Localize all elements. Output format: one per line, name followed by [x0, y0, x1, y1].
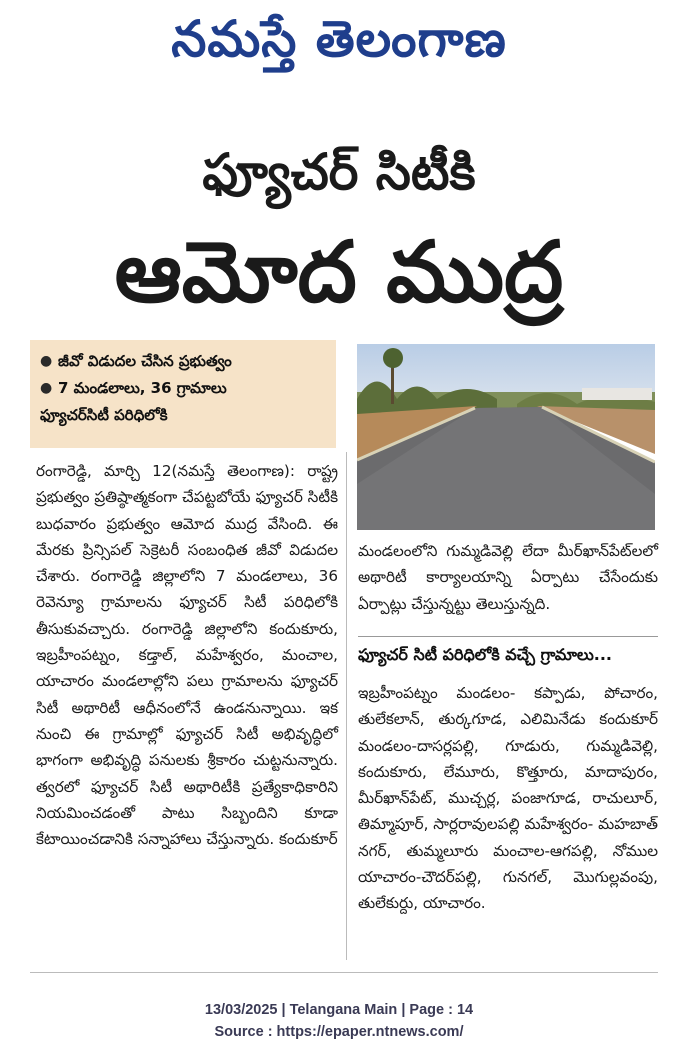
highlight-item: [40, 348, 326, 375]
highlight-text: 7 మండలాలు, 36 గ్రామాలు: [58, 379, 227, 397]
column-divider: [346, 452, 347, 960]
bullet-icon: ●: [40, 353, 53, 369]
article-paragraph: రంగారెడ్డి, మార్చి 12(నమస్తే తెలంగాణ): రాష్ట్ర ప్రభుత్వం ప్రతిష్ఠాత్మకంగా చేపట్టబోయే ఫ్యూచర్ సిటీకి బుధవారం ప్రభుత్వం ఆమోద ముద్ర వేసింది. ఈ మేరకు ప్రిన్సిపల్ సెక్రెటరీ సంబంధిత జీవో విడుదల చేశారు. రంగారెడ్డి జిల్లాలోని 7 మండలాలు, 36 రెవెన్యూ గ్రామాలను ఫ్యూచర్ సిటీ పరిధిలోకి తీసుకువచ్చారు. రంగారెడ్డి జిల్లాలోని కందుకూరు, ఇబ్రహీంపట్నం, కడ్తాల్, మహేశ్వరం, మంచాల, యాచారం మండలాల్లోని పలు గ్రామాలను ఫ్యూచర్ సిటీ అథారిటీ ఆధీనంలోనే ఉండనున్నాయి. ఇక నుంచి ఈ గ్రామాల్లో ఫ్యూచర్ సిటీ అభివృద్ధిలో భాగంగా అభివృద్ధి పనులకు శ్రీకారం చుట్టనున్నారు. త్వరలో ఫ్యూచర్ సిటీ అథారిటీకి ప్రత్యేకాధికారిని నియమించడంతో పాటు సిబ్బందిని కూడా కేటాయించడానికి సన్నాహాలు చేస్తున్నారు. కందుకూర్: [36, 462, 338, 849]
newspaper-masthead: నమస్తే తెలంగాణ: [171, 9, 507, 68]
road-photo-image: [357, 344, 655, 530]
highlight-item: [40, 375, 326, 402]
bullet-icon: ●: [40, 380, 53, 396]
highlight-text: జీవో విడుదల చేసిన ప్రభుత్వం: [58, 352, 232, 370]
section-divider: [358, 636, 658, 637]
footer-source: Source : https://epaper.ntnews.com/: [214, 1024, 464, 1040]
section-subheading: ఫ్యూచర్ సిటీ పరిధిలోకి వచ్చే గ్రామాలు...: [358, 645, 613, 664]
article-body-right-top: [358, 538, 658, 617]
footer-date-page: 13/03/2025 | Telangana Main | Page : 14: [204, 1002, 474, 1018]
footer-divider: [30, 972, 658, 973]
highlight-text: ఫ్యూచర్‌సిటీ పరిధిలోకి: [40, 406, 168, 424]
article-paragraph: మండలంలోని గుమ్మడివెల్లి లేదా మీర్‌ఖాన్‌పేట్‌లలో అథారిటీ కార్యాలయాన్ని ఏర్పాటు చేసేందుకు ఏర్పాట్లు చేస్తున్నట్టు తెలుస్తున్నది.: [358, 542, 658, 613]
village-list-paragraph: ఇబ్రహీంపట్నం మండలం- కప్పాడు, పోచారం, తులేకలాన్, తుర్కగూడ, ఎలిమినేడు కందుకూర్ మండలం-దాసర్లపల్లి, గూడురు, గుమ్మడివెల్లి, కందుకూరు, లేమూరు, కొత్తూరు, మాదాపురం, మీర్‌ఖాన్‌పేట్, ముచ్చర్ల, పంజాగూడ, రాచులూర్, తిమ్మాపూర్, సార్లరావులపల్లి మహేశ్వరం- మహబాత్ నగర్, తుమ్మలూరు మంచాల-ఆగపల్లి, నోముల యాచారం-చౌదర్‌పల్లి, గునగల్, మొగుల్లవంపు, తులేకుర్దు, యాచారం.: [358, 684, 658, 913]
headline-line-2: ఆమోద ముద్ర: [114, 223, 564, 321]
highlights-box: [30, 340, 336, 448]
headline-line-1: ఫ్యూచర్ సిటీకి: [202, 143, 476, 201]
road-photo: [357, 344, 655, 530]
article-body-left: [36, 458, 338, 852]
article-body-right-bottom: [358, 680, 658, 917]
highlight-item-continued: [40, 402, 326, 429]
